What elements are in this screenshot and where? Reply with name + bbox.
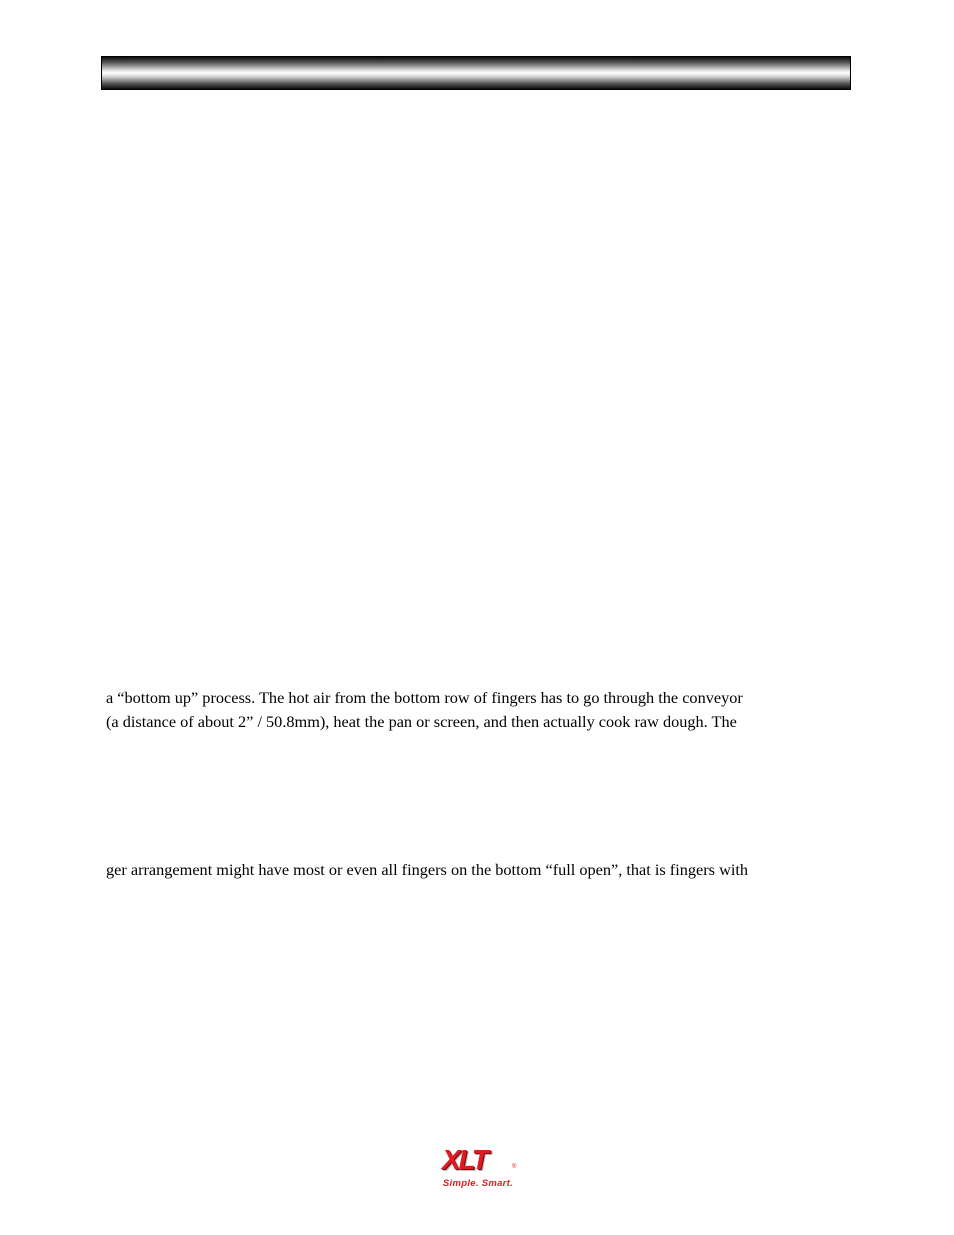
registered-mark: ® [512,1164,517,1170]
section-header-bar [101,56,851,90]
xlt-logo [428,1142,528,1192]
body-text-line-3: ger arrangement might have most or even all fingers on the bottom “full open”, that is fingers with [106,860,749,879]
body-text-line-1: a “bottom up” process. The hot air from the bottom row of fingers has to go through the conveyor [106,688,743,707]
logo-tagline: Simple. Smart. [442,1178,514,1189]
body-text-line-2: (a distance of about 2” / 50.8mm), heat the pan or screen, and then actually cook raw dough. The [106,712,737,731]
logo-wordmark: XLT [442,1144,487,1175]
